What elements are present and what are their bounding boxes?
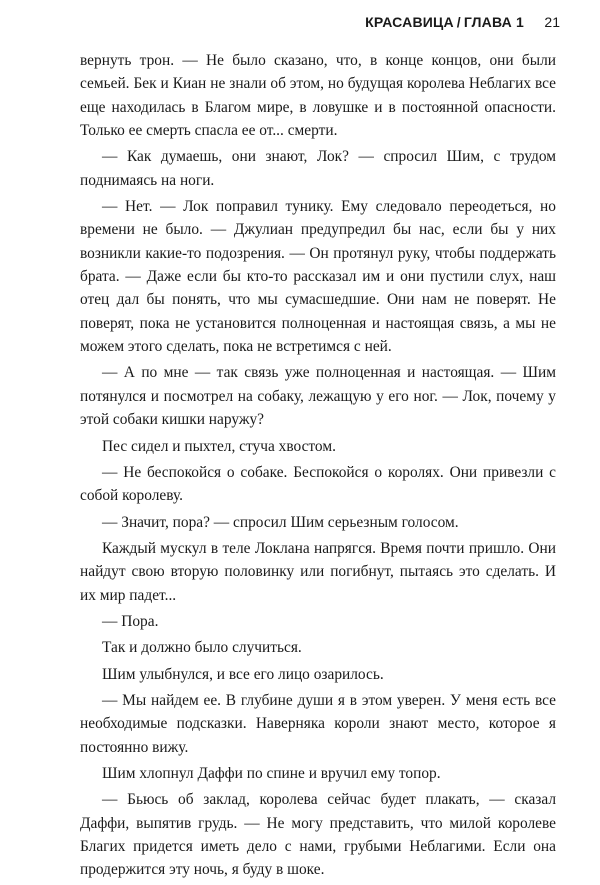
- paragraph: — Как думаешь, они знают, Лок? — спросил Шим, с трудом поднимаясь на ноги.: [80, 148, 556, 189]
- header-separator: /: [456, 14, 461, 30]
- running-head: [365, 14, 524, 30]
- paragraph: Пес сидел и пыхтел, стуча хвостом.: [102, 437, 336, 455]
- paragraph: Каждый мускул в теле Локлана напрягся. Время почти пришло. Они найдут свою вторую половинку или погибнут, пытаясь это сделать. И их мир падет...: [80, 539, 556, 604]
- paragraph: — А по мне — так связь уже полноценная и настоящая. — Шим потянулся и посмотрел на собаку, лежащую у его ног. — Лок, почему у этой собаки кишки наружу?: [80, 364, 556, 429]
- paragraph: — Пора.: [102, 612, 159, 630]
- paragraph: Шим улыбнулся, и все его лицо озарилось.: [102, 665, 384, 683]
- paragraph: вернуть трон. — Не было сказано, что, в конце концов, они были семьей. Бек и Киан не знали об этом, но будущая королева Неблагих все еще находилась в Благом мире, в ловушке и в постоянной опасности. Только ее смерть спасла ее от... смерти.: [80, 52, 556, 140]
- paragraph: Шим хлопнул Даффи по спине и вручил ему топор.: [102, 764, 441, 782]
- paragraph: Так и должно было случиться.: [102, 639, 302, 657]
- paragraph: — Мы найдем ее. В глубине души я в этом уверен. У меня есть все необходимые подсказки. Наверняка короли знают место, которое я постоянно вижу.: [80, 691, 556, 756]
- page-number: 21: [544, 14, 560, 30]
- paragraph: — Не беспокойся о собаке. Беспокойся о королях. Они привезли с собой королеву.: [80, 463, 556, 505]
- chapter-label: ГЛАВА 1: [463, 14, 524, 30]
- paragraph: — Нет. — Лок поправил тунику. Ему следовало переодеться, но времени не было. — Джулиан предупредил бы нас, если бы у них возникли какие-то подозрения. — Он протянул руку, чтобы поддержать брата. — Даже если бы кто-то рассказал им и они пустили слух, наш отец дал бы понять, что мы сумасшедшие. Они нам не поверят. Не поверят, пока не установится полноценная и настоящая связь, а мы не можем этого сделать, пока не встретимся с ней.: [80, 198, 556, 356]
- paragraph: — Значит, пора? — спросил Шим серьезным голосом.: [102, 513, 459, 531]
- body-text: [80, 49, 556, 885]
- book-title: КРАСАВИЦА: [365, 14, 454, 30]
- paragraph: — Бьюсь об заклад, королева сейчас будет плакать, — сказал Даффи, выпятив грудь. — Не могу представить, что милой королеве Благих придется иметь дело с нами, грубыми Неблагими. Если она продержится эту ночь, я буду в шоке.: [80, 791, 556, 879]
